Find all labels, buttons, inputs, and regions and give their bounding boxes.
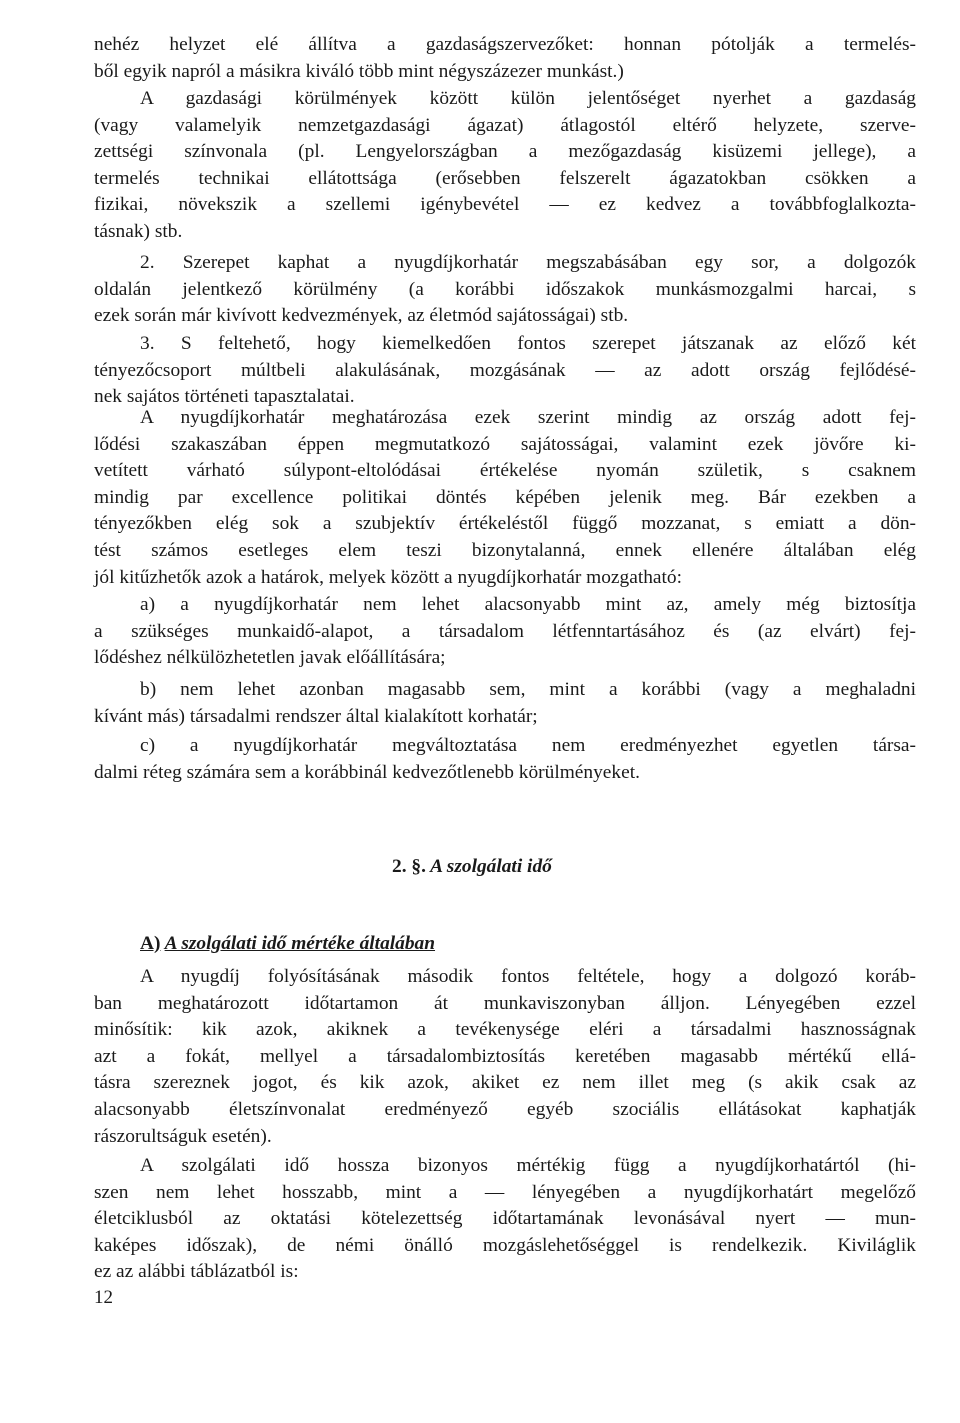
text-line: ből egyik napról a másikra kiváló több mint négyszázezer munkást.) <box>94 60 624 82</box>
paragraph-point-3 <box>94 331 916 411</box>
section-number: 2. §. <box>392 856 426 877</box>
section-title: A szolgálati idő <box>430 856 552 877</box>
subsection-label: A) <box>140 933 161 954</box>
paragraph-service-time-condition <box>94 964 916 1150</box>
text-line: tést számos esetleges elem teszi bizonytalanná, ennek ellenére általában elég <box>94 539 916 561</box>
paragraph-point-2 <box>94 250 916 330</box>
text-line: A gazdasági körülmények között külön jelentőséget nyerhet a gazdaság <box>140 88 916 109</box>
paragraph-condition-b <box>94 677 916 730</box>
text-line: A nyugdíj folyósításának második fontos feltétele, hogy a dolgozó koráb- <box>140 966 916 987</box>
text-line: minősítik: kik azok, akiknek a tevékenysége eléri a társadalmi hasznosságnak <box>94 1019 916 1041</box>
text-line: oldalán jelentkező körülmény (a korábbi időszakok munkásmozgalmi harcai, s <box>94 278 916 300</box>
paragraph-economic-conditions <box>94 86 916 246</box>
text-line: A szolgálati idő hossza bizonyos mértékig függ a nyugdíjkorhatártól (hi- <box>140 1155 916 1176</box>
text-line: rászorultságuk esetén). <box>94 1125 272 1147</box>
paragraph-continuation <box>94 32 916 85</box>
paragraph-retirement-age-determination <box>94 405 916 591</box>
text-line: b) nem lehet azonban magasabb sem, mint a korábbi (vagy a meghaladni <box>140 679 916 700</box>
text-line: kaképes időszak), de némi önálló mozgáslehetőséggel is rendelkezik. Kiviláglik <box>94 1234 916 1256</box>
text-line: szen nem lehet hosszabb, mint a — lényegében a nyugdíjkorhatárt megelőző <box>94 1181 916 1203</box>
text-line: nehéz helyzet elé állítva a gazdaságszervezőket: honnan pótolják a termelés- <box>94 34 916 55</box>
subsection-heading <box>140 931 435 957</box>
paragraph-condition-c <box>94 733 916 786</box>
text-line: nek sajátos történeti tapasztalatai. <box>94 386 355 408</box>
text-line: tásnak) stb. <box>94 220 183 242</box>
paragraph-service-time-length <box>94 1153 916 1286</box>
text-line: tényezőcsoport múltbeli alakulásának, mozgásának — az adott ország fejlődésé- <box>94 359 916 381</box>
text-line: jól kitűzhetők azok a határok, melyek között a nyugdíjkorhatár mozgatható: <box>94 566 682 588</box>
text-line: zettségi színvonala (pl. Lengyelországban a mezőgazdaság kisüzemi jellege), a <box>94 141 916 163</box>
text-line: azt a fokát, mellyel a társadalombiztosítás keretében magasabb mértékű ellá- <box>94 1045 916 1067</box>
text-line: lődési szakaszában éppen megmutatkozó sajátosságai, valamint ezek jövőre ki- <box>94 433 916 455</box>
text-line: a szükséges munkaidő-alapot, a társadalom létfenntartásához és (az elvárt) fej- <box>94 620 916 642</box>
text-line: 2. Szerepet kaphat a nyugdíjkorhatár megszabásában egy sor, a dolgozók <box>140 252 916 273</box>
text-line: lődéshez nélkülözhetetlen javak előállítására; <box>94 647 446 669</box>
text-line: kívánt más) társadalmi rendszer által kialakított korhatár; <box>94 705 538 727</box>
text-line: ban meghatározott időtartamon át munkaviszonyban álljon. Lényegében ezzel <box>94 992 916 1014</box>
text-line: mindig par excellence politikai döntés képében jelenik meg. Bár ezekben a <box>94 486 916 508</box>
text-line: ez az alábbi táblázatból is: <box>94 1261 299 1283</box>
section-heading <box>392 854 552 880</box>
page-number: 12 <box>94 1287 113 1308</box>
text-line: (vagy valamelyik nemzetgazdasági ágazat) átlagostól eltérő helyzete, szerve- <box>94 114 916 136</box>
paragraph-condition-a <box>94 592 916 672</box>
text-line: dalmi réteg számára sem a korábbinál kedvezőtlenebb körülményeket. <box>94 761 640 783</box>
text-line: vetített várható súlypont-eltolódásai értékelése nyomán születik, s csaknem <box>94 460 916 482</box>
text-line: életciklusból az oktatási kötelezettség időtartamának levonásával nyert — mun- <box>94 1208 916 1230</box>
text-line: tényezőkben elég sok a szubjektív értékeléstől függő mozzanat, s emiatt a dön- <box>94 513 916 535</box>
text-line: alacsonyabb életszínvonalat eredményező egyéb szociális ellátásokat kaphatják <box>94 1098 916 1120</box>
text-line: c) a nyugdíjkorhatár megváltoztatása nem eredményezhet egyetlen társa- <box>140 735 916 756</box>
text-line: tásra szereznek jogot, és kik azok, akiket ez nem illet meg (s akik csak az <box>94 1072 916 1094</box>
text-line: 3. S feltehető, hogy kiemelkedően fontos szerepet játszanak az előző két <box>140 333 916 354</box>
text-line: A nyugdíjkorhatár meghatározása ezek szerint mindig az ország adott fej- <box>140 407 916 428</box>
text-line: termelés technikai ellátottsága (erősebben felszerelt ágazatokban csökken a <box>94 167 916 189</box>
text-line: ezek során már kivívott kedvezmények, az életmód sajátosságai) stb. <box>94 305 629 327</box>
text-line: a) a nyugdíjkorhatár nem lehet alacsonyabb mint az, amely még biztosítja <box>140 594 916 615</box>
text-line: fizikai, növekszik a szellemi igénybevétel — ez kedvez a továbbfoglalkozta- <box>94 194 916 216</box>
subsection-title: A szolgálati idő mértéke általában <box>164 933 436 954</box>
